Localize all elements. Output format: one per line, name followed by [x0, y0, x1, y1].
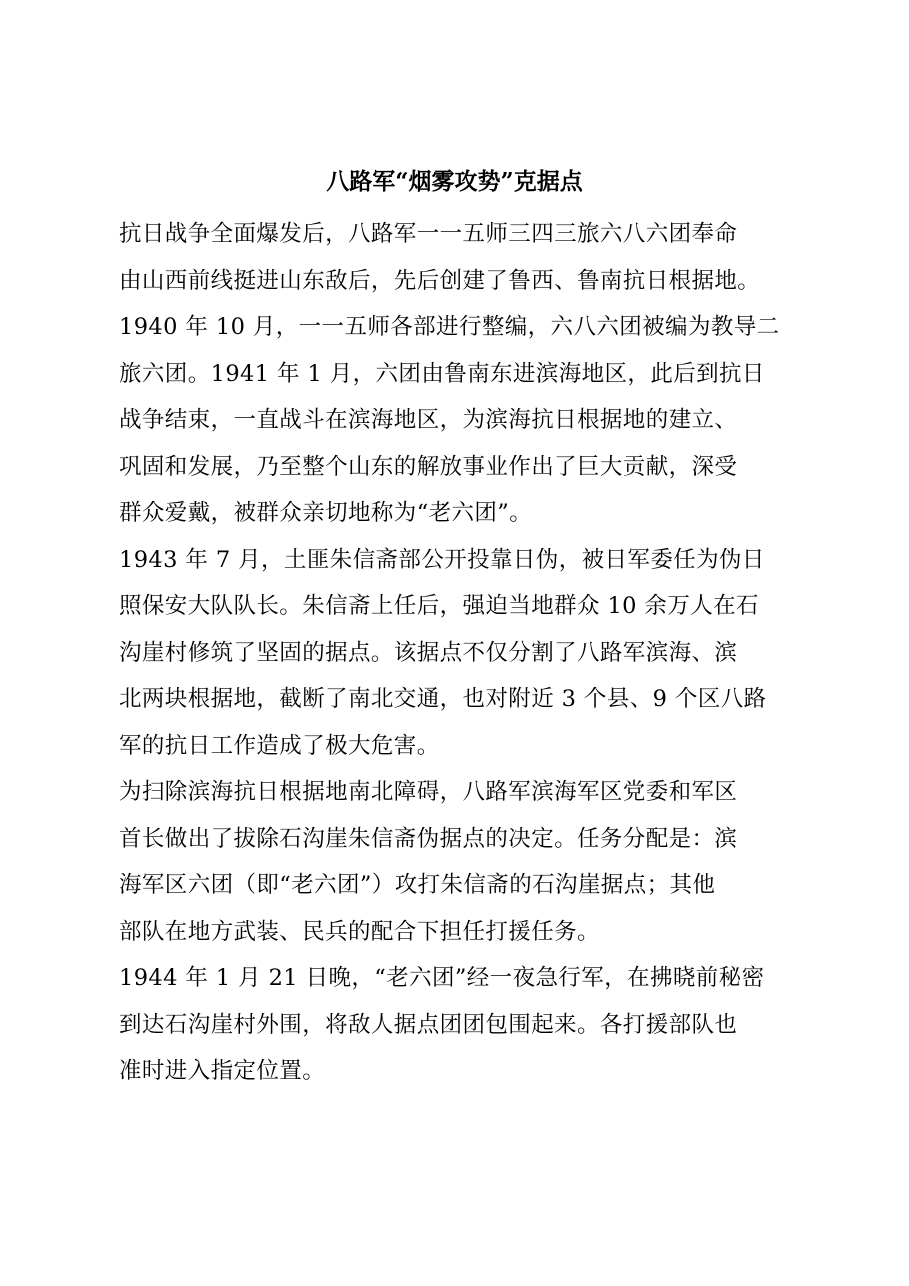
- body-line: 部队在地方武装、民兵的配合下担任打援任务。: [119, 918, 600, 945]
- body-line: 首长做出了拔除石沟崖朱信斋伪据点的决定。任务分配是：滨: [119, 825, 738, 852]
- body-line: 北两块根据地，截断了南北交通，也对附近 3 个县、9 个区八路: [119, 686, 767, 712]
- body-line: 准时进入指定位置。: [119, 1058, 326, 1084]
- body-line: 沟崖村修筑了坚固的据点。该据点不仅分割了八路军滨海、滨: [119, 639, 738, 666]
- body-line: 军的抗日工作造成了极大危害。: [119, 732, 440, 759]
- document-title: 八路军“烟雾攻势”克据点: [326, 168, 583, 195]
- body-line: 到达石沟崖村外围，将敌人据点团团包围起来。各打援部队也: [119, 1011, 738, 1038]
- body-line: 巩固和发展，乃至整个山东的解放事业作出了巨大贡献，深受: [119, 453, 738, 480]
- body-line: 海军区六团（即“老六团”）攻打朱信斋的石沟崖据点；其他: [119, 872, 716, 898]
- document-body: [119, 211, 809, 1095]
- body-line: 1943 年 7 月，土匪朱信斋部公开投靠日伪，被日军委任为伪日: [119, 546, 765, 573]
- body-line: 群众爱戴，被群众亲切地称为“老六团”。: [119, 500, 533, 526]
- body-line: 照保安大队队长。朱信斋上任后，强迫当地群众 10 余万人在石: [119, 593, 759, 619]
- body-line: 1944 年 1 月 21 日晚，“老六团”经一夜急行军，在拂晓前秘密: [119, 965, 765, 991]
- body-line: 战争结束，一直战斗在滨海地区，为滨海抗日根据地的建立、: [119, 407, 738, 433]
- body-line: 由山西前线挺进山东敌后，先后创建了鲁西、鲁南抗日根据地。: [119, 267, 761, 294]
- body-line: 为扫除滨海抗日根据地南北障碍，八路军滨海军区党委和军区: [119, 779, 738, 805]
- body-line: 旅六团。1941 年 1 月，六团由鲁南东进滨海地区，此后到抗日: [119, 360, 765, 387]
- body-line: 1940 年 10 月，一一五师各部进行整编，六八六团被编为教导二: [119, 314, 780, 340]
- body-line: 抗日战争全面爆发后，八路军一一五师三四三旅六八六团奉命: [119, 221, 738, 247]
